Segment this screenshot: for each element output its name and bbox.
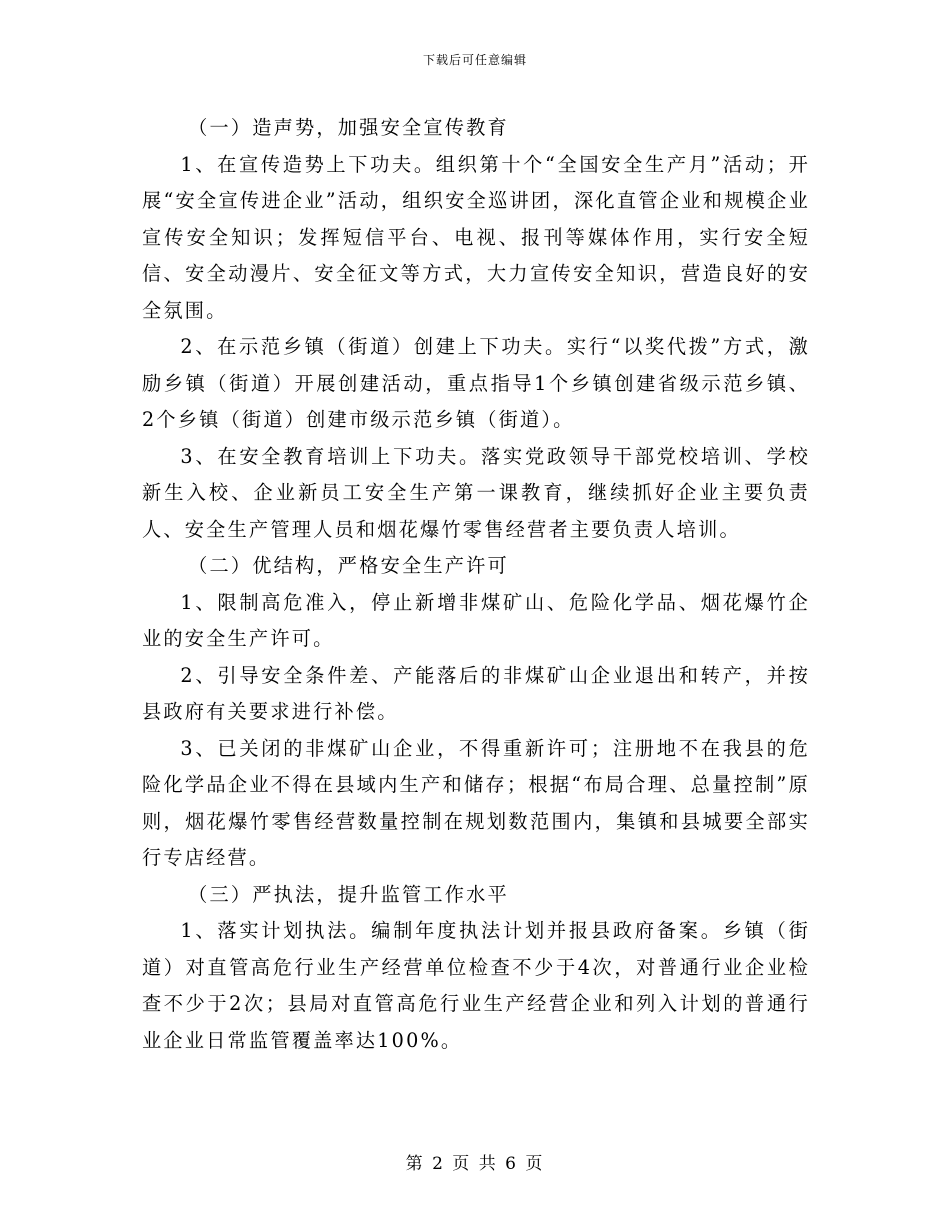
paragraph: 1、在宣传造势上下功夫。组织第十个“全国安全生产月”活动；开展“安全宣传进企业”活动，组织安全巡讲团，深化直管企业和规模企业宣传安全知识；发挥短信平台、电视、报刊等媒体作用，实行安全短信、安全动漫片、安全征文等方式，大力宣传安全知识，营造良好的安全氛围。	[142, 152, 810, 322]
paragraph: 3、已关闭的非煤矿山企业，不得重新许可；注册地不在我县的危险化学品企业不得在县域内生产和储存；根据“布局合理、总量控制”原则，烟花爆竹零售经营数量控制在规划数范围内，集镇和县城要全部实行专店经营。	[142, 736, 810, 869]
section-heading-2: （二）优结构，严格安全生产许可	[188, 554, 509, 577]
document-body	[142, 110, 810, 1059]
paragraph: 1、落实计划执法。编制年度执法计划并报县政府备案。乡镇（街道）对直管高危行业生产经营单位检查不少于4次，对普通行业企业检查不少于2次；县局对直管高危行业生产经营企业和列入计划的普通行业企业日常监管覆盖率达100%。	[142, 919, 810, 1052]
section-heading-1: （一）造声势，加强安全宣传教育	[188, 116, 509, 139]
paragraph: 2、引导安全条件差、产能落后的非煤矿山企业退出和转产，并按县政府有关要求进行补偿。	[142, 663, 810, 723]
paragraph: 1、限制高危准入，停止新增非煤矿山、危险化学品、烟花爆竹企业的安全生产许可。	[142, 590, 810, 650]
paragraph: 3、在安全教育培训上下功夫。落实党政领导干部党校培训、学校新生入校、企业新员工安全生产第一课教育，继续抓好企业主要负责人、安全生产管理人员和烟花爆竹零售经营者主要负责人培训。	[142, 444, 810, 541]
section-heading-3: （三）严执法，提升监管工作水平	[188, 882, 509, 906]
page-header: 下载后可任意编辑	[422, 53, 527, 67]
page-number-footer: 第 2 页 共 6 页	[405, 1154, 545, 1174]
paragraph: 2、在示范乡镇（街道）创建上下功夫。实行“以奖代拨”方式，激励乡镇（街道）开展创建活动，重点指导1个乡镇创建省级示范乡镇、2个乡镇（街道）创建市级示范乡镇（街道）。	[142, 335, 810, 431]
